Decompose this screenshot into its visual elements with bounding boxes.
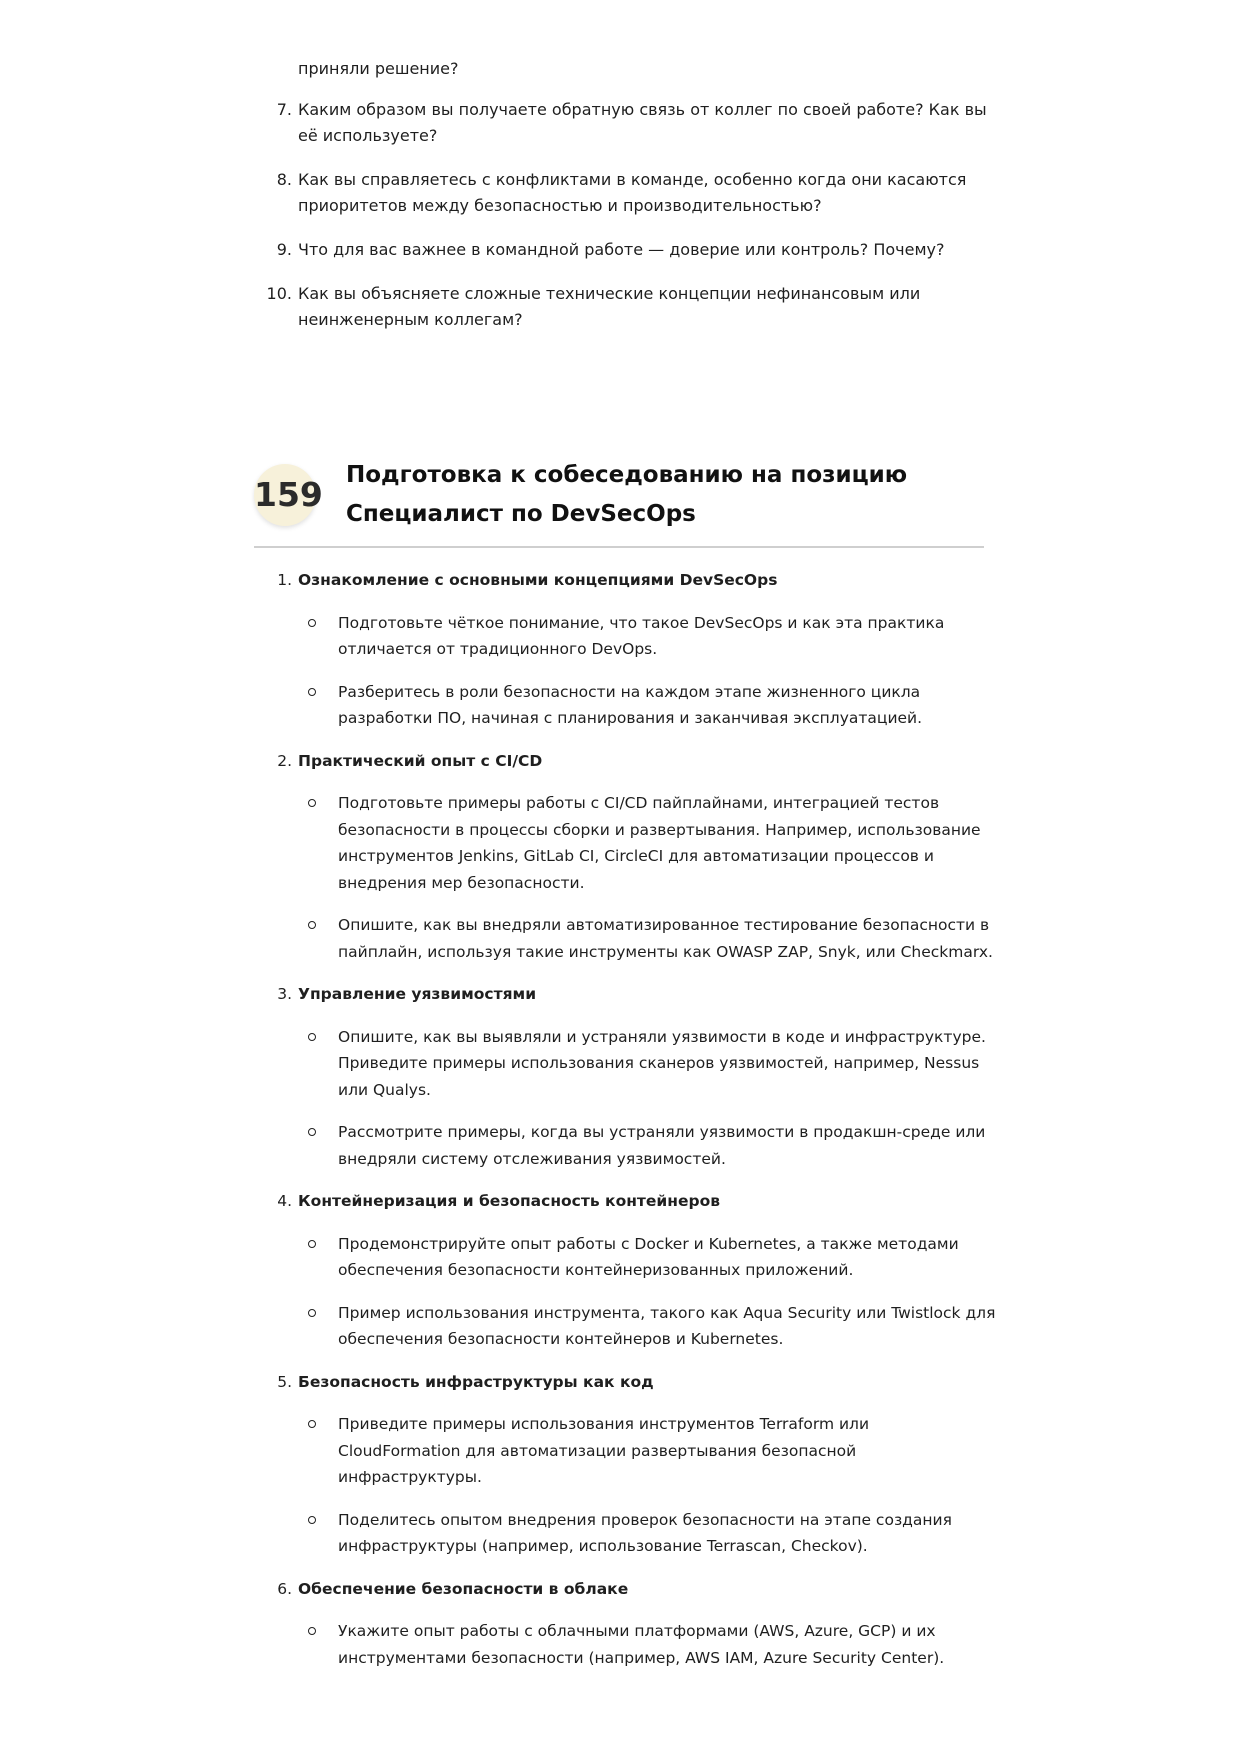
- circle-bullet-icon: [308, 1033, 316, 1041]
- list-item-text: приняли решение?: [298, 59, 459, 78]
- topic-number: 5.: [277, 1372, 292, 1391]
- section-title: [346, 456, 976, 534]
- topic-subitems: [298, 1024, 996, 1173]
- topic-item: [256, 748, 996, 966]
- list-item-text: Как вы справляетесь с конфликтами в команде, особенно когда они касаются приоритетов между безопасностью и производительностью?: [298, 170, 967, 215]
- list-item: [298, 1618, 996, 1671]
- previous-questions-list: [256, 56, 996, 351]
- topic-subitems: [298, 610, 996, 732]
- list-item: [256, 56, 996, 82]
- list-item-number: 10.: [266, 284, 292, 303]
- list-item: [298, 1119, 996, 1172]
- topic-number: 3.: [277, 985, 292, 1003]
- list-item-text: Подготовьте примеры работы с CI/CD пайплайнами, интеграцией тестов безопасности в процессы сборки и развертывания. Например, использование инструментов Jenkins, GitLab CI, CircleCI для автоматизации процессов и внедрения мер безопасности.: [338, 794, 981, 892]
- topic-item: [256, 567, 996, 732]
- topic-number: 4.: [277, 1192, 292, 1210]
- list-item-text: Опишите, как вы внедряли автоматизированное тестирование безопасности в пайплайн, используя такие инструменты как OWASP ZAP, Snyk, или Checkmarx.: [338, 916, 993, 961]
- topic-item: [256, 1576, 996, 1672]
- circle-bullet-icon: [308, 619, 316, 627]
- topic-number: 1.: [277, 571, 292, 589]
- list-item: [256, 97, 996, 149]
- list-item: [298, 790, 996, 896]
- topic-title: Практический опыт с CI/CD: [298, 751, 543, 770]
- topic-number: 6.: [277, 1579, 292, 1598]
- topic-title: Безопасность инфраструктуры как код: [298, 1372, 654, 1391]
- topic-item: [256, 1188, 996, 1353]
- list-item-text: Рассмотрите примеры, когда вы устраняли уязвимости в продакшн-среде или внедряли систему отслеживания уязвимостей.: [338, 1123, 986, 1168]
- topics-list: [256, 567, 996, 1687]
- list-item: [298, 912, 996, 965]
- topic-number: 2.: [277, 751, 292, 770]
- list-item-text: Разберитесь в роли безопасности на каждом этапе жизненного цикла разработки ПО, начиная с планирования и заканчивая эксплуатацией.: [338, 682, 923, 727]
- section-title-line-1: Подготовка к собеседованию на позицию: [346, 462, 908, 488]
- circle-bullet-icon: [308, 921, 316, 929]
- list-item-text: Что для вас важнее в командной работе — доверие или контроль? Почему?: [298, 240, 945, 259]
- topic-subitems: [298, 790, 996, 965]
- circle-bullet-icon: [308, 1309, 316, 1317]
- list-item-number: 7.: [276, 100, 292, 119]
- topic-title: Обеспечение безопасности в облаке: [298, 1579, 629, 1598]
- circle-bullet-icon: [308, 799, 316, 807]
- topic-subitems: [298, 1231, 996, 1353]
- list-item-text: Каким образом вы получаете обратную связь от коллег по своей работе? Как вы её используете?: [298, 100, 987, 145]
- list-item-text: Продемонстрируйте опыт работы с Docker и Kubernetes, а также методами обеспечения безопасности контейнеризованных приложений.: [338, 1234, 959, 1279]
- list-item: [256, 237, 996, 263]
- list-item-text: Как вы объясняете сложные технические концепции нефинансовым или неинженерным коллегам?: [298, 284, 921, 329]
- circle-bullet-icon: [308, 1128, 316, 1136]
- list-item-text: Подготовьте чёткое понимание, что такое DevSecOps и как эта практика отличается от традиционного DevOps.: [338, 613, 945, 658]
- list-item: [298, 1507, 996, 1560]
- topic-item: [256, 1369, 996, 1560]
- circle-bullet-icon: [308, 1240, 316, 1248]
- list-item: [298, 1024, 996, 1104]
- topic-title: Управление уязвимостями: [298, 985, 537, 1003]
- section-title-line-2: Специалист по DevSecOps: [346, 501, 696, 527]
- list-item-text: Опишите, как вы выявляли и устраняли уязвимости в коде и инфраструктуре. Приведите примеры использования сканеров уязвимостей, например, Nessus или Qualys.: [338, 1027, 986, 1099]
- topic-subitems: [298, 1411, 996, 1560]
- list-item: [298, 1300, 996, 1353]
- list-item: [298, 1411, 996, 1491]
- topic-title: Ознакомление с основными концепциями DevSecOps: [298, 571, 778, 589]
- list-item: [298, 679, 996, 732]
- list-item-number: 9.: [276, 240, 292, 259]
- circle-bullet-icon: [308, 1627, 316, 1635]
- circle-bullet-icon: [308, 1516, 316, 1524]
- list-item: [256, 167, 996, 219]
- list-item-text: Поделитесь опытом внедрения проверок безопасности на этапе создания инфраструктуры (например, использование Terrascan, Checkov).: [338, 1510, 952, 1555]
- list-item-text: Приведите примеры использования инструментов Terraform или CloudFormation для автоматизации развертывания безопасной инфраструктуры.: [338, 1415, 870, 1486]
- list-item: [256, 281, 996, 333]
- section-heading: [254, 460, 984, 548]
- list-item: [298, 610, 996, 663]
- list-item-number: 8.: [276, 170, 292, 189]
- list-item: [298, 1231, 996, 1284]
- topic-item: [256, 981, 996, 1172]
- section-number-badge: 159: [254, 464, 316, 526]
- topic-title: Контейнеризация и безопасность контейнеров: [298, 1192, 721, 1210]
- list-item-text: Укажите опыт работы с облачными платформами (AWS, Azure, GCP) и их инструментами безопасности (например, AWS IAM, Azure Security Center).: [338, 1622, 945, 1667]
- circle-bullet-icon: [308, 688, 316, 696]
- topic-subitems: [298, 1618, 996, 1671]
- circle-bullet-icon: [308, 1420, 316, 1428]
- list-item-text: Пример использования инструмента, такого как Aqua Security или Twistlock для обеспечения безопасности контейнеров и Kubernetes.: [338, 1303, 996, 1348]
